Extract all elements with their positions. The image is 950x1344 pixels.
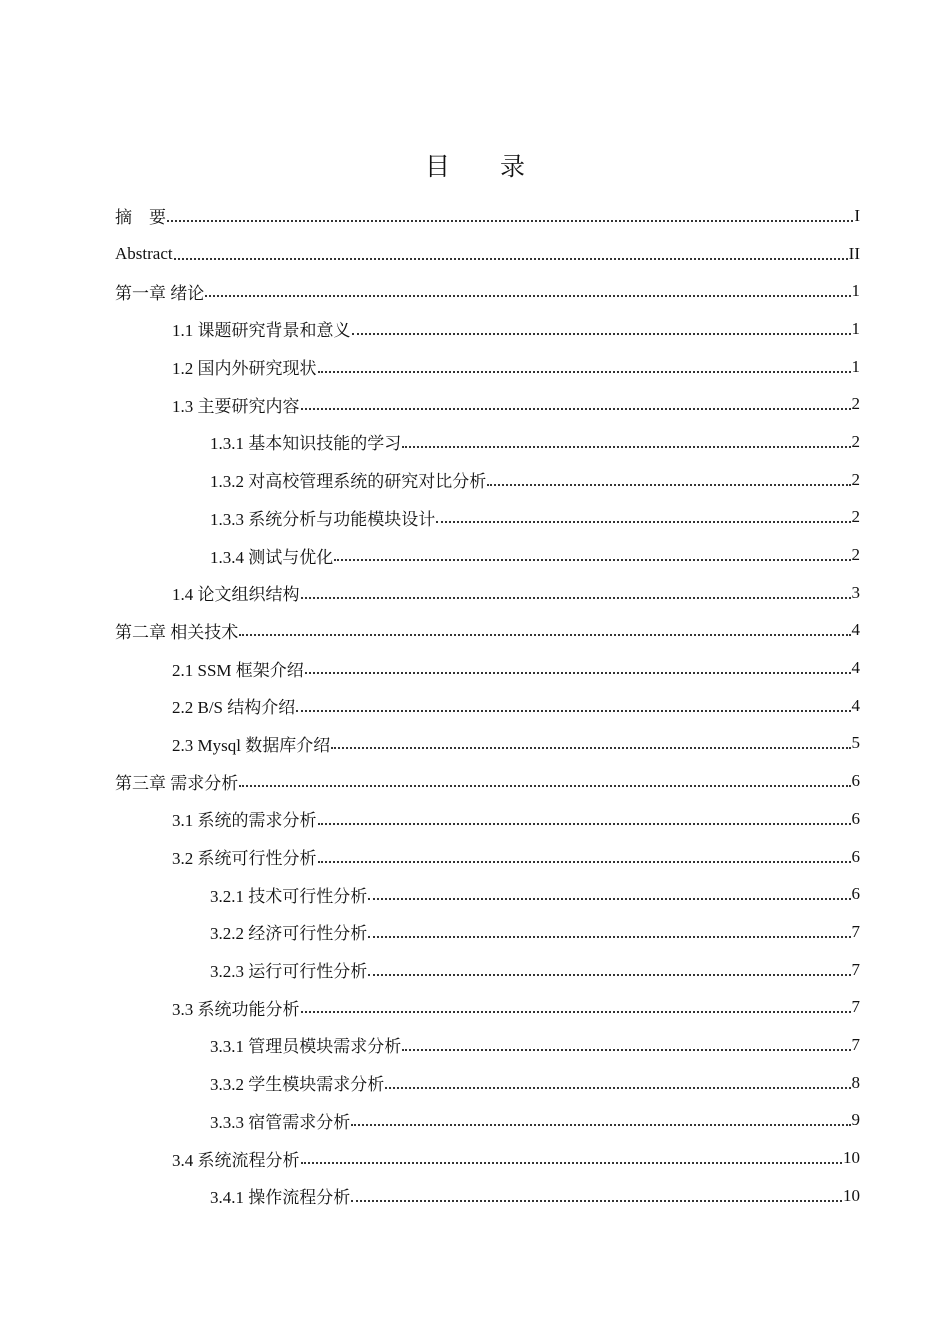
toc-entry-label: 1.2 国内外研究现状 [172, 359, 317, 379]
toc-leader-dots [318, 823, 851, 825]
toc-entry-page-number: 9 [851, 1110, 860, 1130]
toc-entry[interactable] [0, 574, 950, 612]
toc-leader-dots [301, 597, 851, 599]
toc-entry[interactable] [0, 348, 950, 386]
toc-entry[interactable] [0, 1139, 950, 1177]
toc-entry-label: 2.3 Mysql 数据库介绍 [172, 735, 331, 755]
toc-entry-label: 1.3.2 对高校管理系统的研究对比分析 [210, 472, 487, 492]
toc-entry-label: 3.4 系统流程分析 [172, 1150, 300, 1170]
toc-entry[interactable] [0, 235, 950, 273]
toc-entry-label: 3.2.3 运行可行性分析 [210, 962, 368, 982]
toc-entry[interactable] [0, 423, 950, 461]
toc-entry-label: 3.2.2 经济可行性分析 [210, 924, 368, 944]
toc-entry-page-number: 2 [851, 431, 860, 451]
table-of-contents [0, 197, 950, 1215]
toc-leader-dots [301, 1162, 843, 1164]
toc-leader-dots [318, 371, 851, 373]
toc-entry-label: 3.3.3 宿管需求分析 [210, 1112, 351, 1132]
toc-entry-page-number: 6 [851, 846, 860, 866]
toc-entry[interactable] [0, 385, 950, 423]
toc-entry-label: 第三章 需求分析 [115, 773, 239, 793]
toc-leader-dots [352, 333, 851, 335]
toc-entry-page-number: 2 [851, 507, 860, 527]
toc-leader-dots [351, 1200, 842, 1202]
toc-entry[interactable] [0, 951, 950, 989]
toc-entry[interactable] [0, 838, 950, 876]
toc-entry-label: 摘 要 [115, 208, 166, 228]
toc-entry-label: 3.3.2 学生模块需求分析 [210, 1075, 385, 1095]
toc-entry-page-number: 2 [851, 545, 860, 565]
toc-entry[interactable] [0, 1102, 950, 1140]
toc-entry-page-number: 7 [851, 1034, 860, 1054]
toc-entry-page-number: 1 [851, 281, 860, 301]
toc-entry-page-number: 4 [851, 695, 860, 715]
toc-leader-dots [402, 446, 850, 448]
toc-entry-page-number: 6 [851, 884, 860, 904]
toc-entry-page-number: 10 [843, 1185, 860, 1205]
toc-leader-dots [402, 1049, 850, 1051]
toc-entry-label: 3.4.1 操作流程分析 [210, 1188, 351, 1208]
toc-title-char-2: 录 [500, 152, 526, 181]
toc-leader-dots [351, 1124, 850, 1126]
toc-entry-page-number: I [854, 205, 860, 225]
toc-entry-label: 1.3.4 测试与优化 [210, 547, 334, 567]
toc-entry[interactable] [0, 875, 950, 913]
toc-entry-label: 1.3 主要研究内容 [172, 396, 300, 416]
toc-leader-dots [174, 258, 848, 260]
toc-entry-label: Abstract [115, 243, 173, 263]
toc-leader-dots [334, 559, 850, 561]
toc-leader-dots [205, 295, 850, 297]
toc-entry-label: 3.3.1 管理员模块需求分析 [210, 1037, 402, 1057]
toc-leader-dots [305, 672, 851, 674]
toc-entry-page-number: 10 [843, 1148, 860, 1168]
toc-entry[interactable] [0, 725, 950, 763]
toc-entry[interactable] [0, 1177, 950, 1215]
toc-entry[interactable] [0, 612, 950, 650]
toc-entry-page-number: II [848, 243, 860, 263]
toc-leader-dots [318, 861, 851, 863]
toc-entry[interactable] [0, 1026, 950, 1064]
toc-entry-page-number: 4 [851, 620, 860, 640]
toc-entry-page-number: 1 [851, 318, 860, 338]
toc-entry[interactable] [0, 197, 950, 235]
toc-entry-label: 3.2 系统可行性分析 [172, 849, 317, 869]
toc-entry-label: 1.3.3 系统分析与功能模块设计 [210, 509, 436, 529]
toc-entry-label: 1.1 课题研究背景和意义 [172, 321, 351, 341]
toc-entry-page-number: 7 [851, 997, 860, 1017]
toc-entry-page-number: 4 [851, 658, 860, 678]
toc-entry[interactable] [0, 800, 950, 838]
toc-entry[interactable] [0, 762, 950, 800]
toc-leader-dots [368, 974, 850, 976]
toc-leader-dots [436, 521, 850, 523]
toc-entry[interactable] [0, 1064, 950, 1102]
toc-title-char-1: 目 [424, 152, 450, 181]
toc-entry[interactable] [0, 536, 950, 574]
toc-entry-page-number: 5 [851, 733, 860, 753]
toc-entry-page-number: 7 [851, 959, 860, 979]
toc-entry[interactable] [0, 272, 950, 310]
toc-entry-label: 第一章 绪论 [115, 283, 205, 303]
toc-entry-page-number: 6 [851, 808, 860, 828]
toc-entry-page-number: 3 [851, 582, 860, 602]
toc-entry[interactable] [0, 310, 950, 348]
toc-leader-dots [239, 785, 850, 787]
toc-entry-label: 2.1 SSM 框架介绍 [172, 660, 304, 680]
toc-entry-label: 1.3.1 基本知识技能的学习 [210, 434, 402, 454]
toc-entry-page-number: 2 [851, 394, 860, 414]
toc-leader-dots [239, 634, 850, 636]
toc-leader-dots [368, 936, 850, 938]
toc-entry-label: 2.2 B/S 结构介绍 [172, 698, 296, 718]
toc-entry-label: 3.1 系统的需求分析 [172, 811, 317, 831]
toc-entry[interactable] [0, 649, 950, 687]
toc-entry-page-number: 6 [851, 771, 860, 791]
toc-leader-dots [167, 220, 853, 222]
toc-title [0, 147, 950, 183]
toc-entry-page-number: 1 [851, 356, 860, 376]
toc-entry-page-number: 7 [851, 921, 860, 941]
toc-leader-dots [301, 1011, 851, 1013]
toc-leader-dots [301, 408, 851, 410]
toc-entry-label: 1.4 论文组织结构 [172, 585, 300, 605]
toc-entry-label: 3.2.1 技术可行性分析 [210, 886, 368, 906]
toc-entry-page-number: 8 [851, 1072, 860, 1092]
toc-entry-label: 3.3 系统功能分析 [172, 999, 300, 1019]
toc-entry[interactable] [0, 687, 950, 725]
toc-leader-dots [385, 1087, 850, 1089]
toc-entry[interactable] [0, 913, 950, 951]
toc-leader-dots [487, 484, 850, 486]
toc-leader-dots [296, 710, 850, 712]
toc-leader-dots [368, 898, 850, 900]
toc-leader-dots [331, 747, 850, 749]
toc-entry[interactable] [0, 461, 950, 499]
toc-entry-label: 第二章 相关技术 [115, 622, 239, 642]
toc-entry[interactable] [0, 988, 950, 1026]
toc-entry-page-number: 2 [851, 469, 860, 489]
toc-entry[interactable] [0, 499, 950, 537]
